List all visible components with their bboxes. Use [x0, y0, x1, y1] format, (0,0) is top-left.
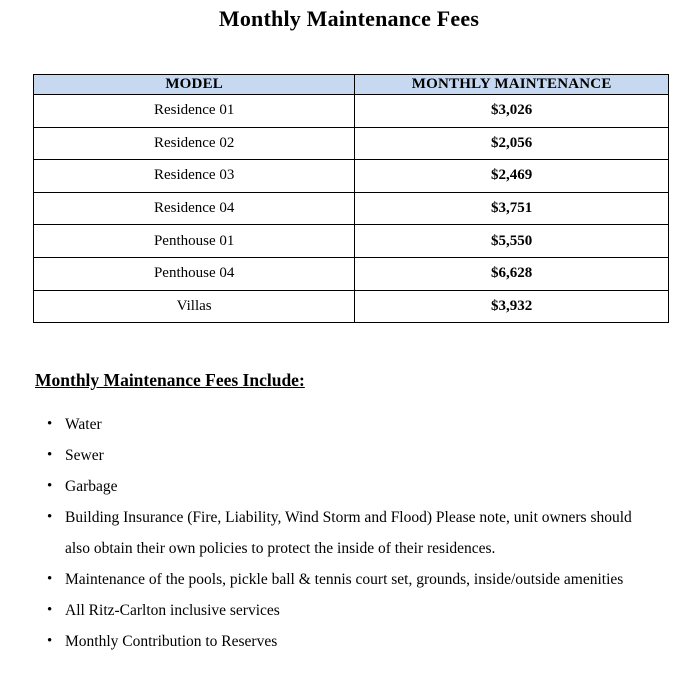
table-row [34, 290, 669, 323]
includes-heading: Monthly Maintenance Fees Include: [35, 370, 305, 390]
bullet-icon: • [47, 478, 53, 494]
fee-table-head [34, 75, 669, 95]
bullet-icon: • [47, 571, 53, 587]
bullet-icon: • [47, 416, 53, 432]
list-item-text: Monthly Contribution to Reserves [65, 633, 278, 650]
model-column-header: MODEL [34, 75, 355, 95]
fee-cell: $5,550 [355, 225, 669, 258]
page-title: Monthly Maintenance Fees [218, 6, 480, 31]
table-row [34, 192, 669, 225]
model-cell: Residence 01 [34, 95, 355, 128]
model-cell: Residence 04 [34, 192, 355, 225]
fee-cell: $3,026 [355, 95, 669, 128]
bullet-icon: • [47, 447, 53, 463]
list-item [35, 631, 657, 652]
fee-cell: $3,751 [355, 192, 669, 225]
model-cell: Residence 03 [34, 160, 355, 193]
list-item-text: Water [65, 416, 102, 433]
header-row [34, 75, 669, 95]
table-row [34, 160, 669, 193]
fee-cell: $2,469 [355, 160, 669, 193]
list-item [35, 414, 657, 435]
list-item-text: Building Insurance (Fire, Liability, Wind Storm and Flood) Please note, unit owners should also obtain their own policies to protect the inside of their residences. [65, 509, 632, 557]
bullet-icon: • [47, 602, 53, 618]
fee-cell: $6,628 [355, 257, 669, 290]
list-item-text: Garbage [65, 478, 118, 495]
list-item-text: Sewer [65, 447, 104, 464]
fee-table-body [34, 95, 669, 323]
list-item [35, 600, 657, 621]
bullet-icon: • [47, 509, 53, 525]
list-item [35, 569, 657, 590]
list-item [35, 476, 657, 497]
fee-table [33, 74, 669, 323]
table-row [34, 225, 669, 258]
table-row [34, 257, 669, 290]
includes-list [35, 414, 657, 662]
model-cell: Villas [34, 290, 355, 323]
list-item-text: Maintenance of the pools, pickle ball & tennis court set, grounds, inside/outside amenities [65, 571, 624, 588]
bullet-icon: • [47, 633, 53, 649]
table-row [34, 95, 669, 128]
fee-cell: $2,056 [355, 127, 669, 160]
list-item [35, 502, 657, 564]
maintenance-column-header: MONTHLY MAINTENANCE [355, 75, 669, 95]
list-item-text: All Ritz-Carlton inclusive services [65, 602, 280, 619]
list-item [35, 445, 657, 466]
model-cell: Residence 02 [34, 127, 355, 160]
model-cell: Penthouse 04 [34, 257, 355, 290]
model-cell: Penthouse 01 [34, 225, 355, 258]
table-row [34, 127, 669, 160]
fee-cell: $3,932 [355, 290, 669, 323]
